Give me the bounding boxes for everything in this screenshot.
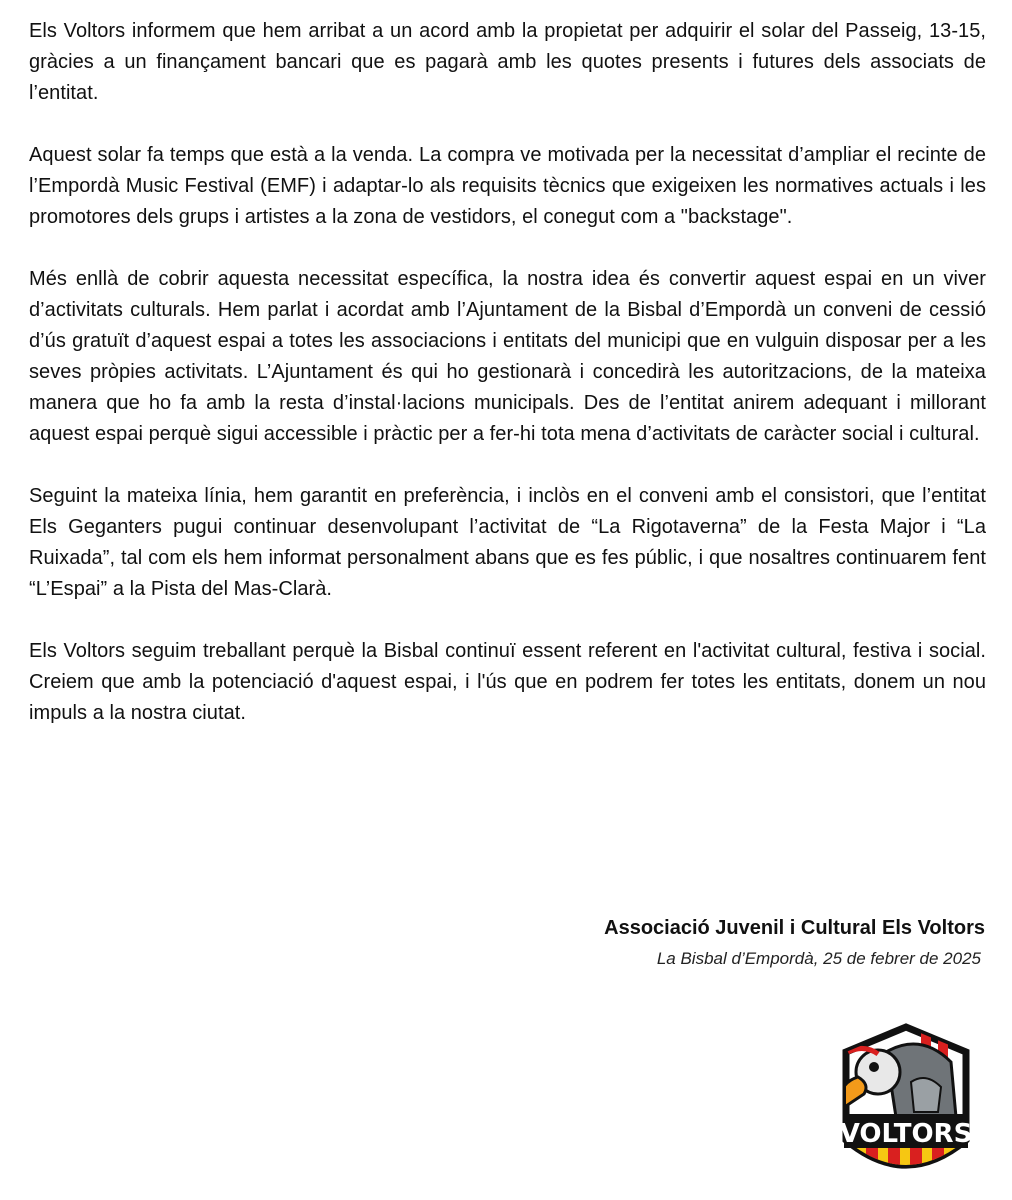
paragraph-4: Seguint la mateixa línia, hem garantit en preferència, i inclòs en el conveni amb el consistori, que l’entitat Els Geganters pugui continuar desenvolupant l’activitat de “La Rigotaverna” de la Festa Major i “La Ruixada”, tal com els hem informat personalment abans que es fes públic, i que nosaltres continuarem fent “L’Espai” a la Pista del Mas-Clarà. [29,485,986,600]
paragraph-1: Els Voltors informem que hem arribat a un acord amb la propietat per adquirir el solar del Passeig, 13-15, gràcies a un finançament bancari que es pagarà amb les quotes presents i futures dels associats de l’entitat. [29,20,986,104]
paragraph-5: Els Voltors seguim treballant perquè la Bisbal continuï essent referent en l'activitat cultural, festiva i social. Creiem que amb la potenciació d'aquest espai, i l'ús que en podrem fer totes les entitats, donem un nou impuls a la nostra ciutat. [29,640,986,724]
signature-block [604,913,985,973]
letter-body [29,16,986,760]
paragraph-3: Més enllà de cobrir aquesta necessitat específica, la nostra idea és convertir aquest espai en un viver d’activitats culturals. Hem parlat i acordat amb l’Ajuntament de la Bisbal d’Empordà un conveni de cessió d’ús gratuït d’aquest espai a totes les associacions i entitats del municipi que en vulguin disposar per a les seves pròpies activitats. L’Ajuntament és qui ho gestionarà i concedirà les autoritzacions, de la mateixa manera que ho fa amb la resta d’instal·lacions municipals. Des de l’entitat anirem adequant i millorant aquest espai perquè sigui accessible i pràctic per a fer-hi tota mena d’activitats de caràcter social i cultural. [29,268,986,445]
organization-name: Associació Juvenil i Cultural Els Voltors [604,917,985,939]
voltors-logo [826,1022,986,1192]
logo-text: VOLTORS [839,1119,973,1149]
place-date: La Bisbal d’Empordà, 25 de febrer de 2025 [656,949,981,968]
vulture-mascot-icon [826,1022,986,1192]
paragraph-2: Aquest solar fa temps que està a la venda. La compra ve motivada per la necessitat d’ampliar el recinte de l’Empordà Music Festival (EMF) i adaptar-lo als requisits tècnics que exigeixen les normatives actuals i les promotores dels grups i artistes a la zona de vestidors, el conegut com a "backstage". [29,144,986,228]
